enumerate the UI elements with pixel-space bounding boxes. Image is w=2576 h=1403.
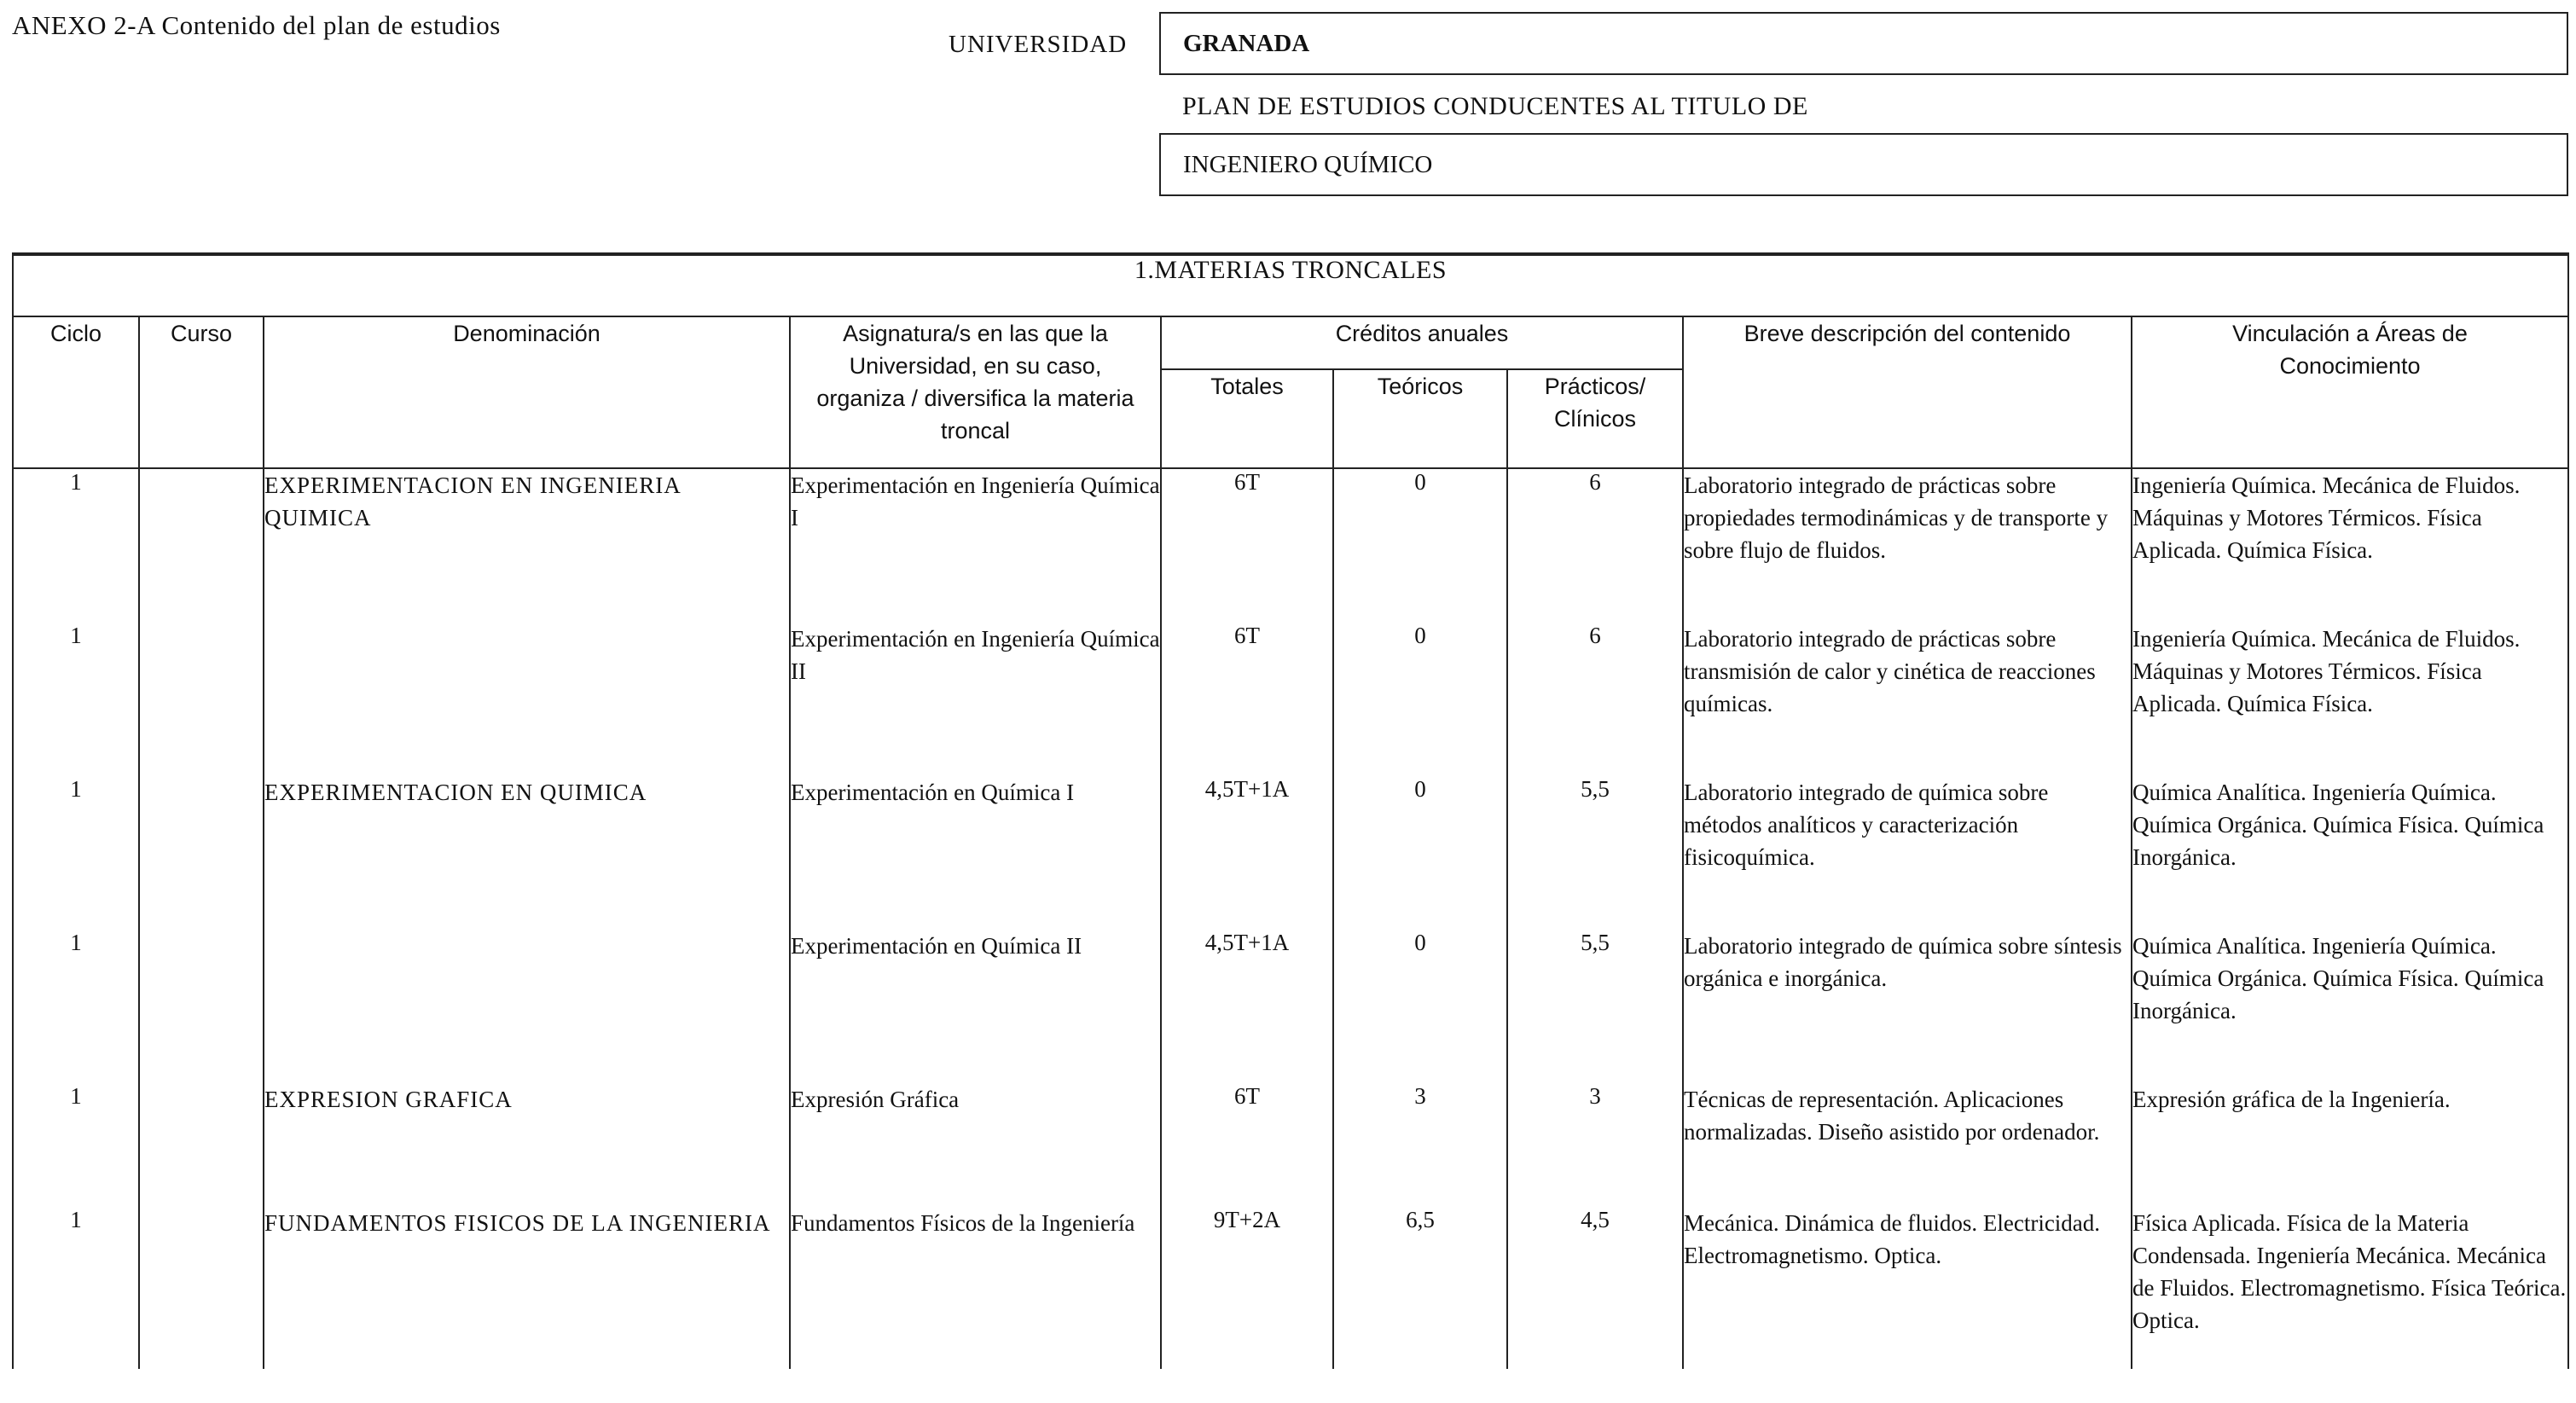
col-denominacion: Denominación [264, 316, 790, 468]
materias-table [12, 252, 2569, 1369]
col-curso: Curso [139, 316, 264, 468]
cell-denominacion: EXPERIMENTACION EN QUIMICA [264, 776, 790, 930]
cell-practicos: 3 [1507, 1083, 1683, 1207]
col-ciclo: Ciclo [13, 316, 139, 468]
cell-asignatura: Experimentación en Ingeniería Química I [790, 468, 1161, 623]
cell-curso [139, 1207, 264, 1369]
cell-vinculacion: Física Aplicada. Física de la Materia Condensada. Ingeniería Mecánica. Mecánica de Fluidos. Electromagnetismo. Física Teórica. Optica. [2132, 1207, 2568, 1369]
cell-teoricos: 0 [1333, 468, 1507, 623]
cell-teoricos: 0 [1333, 930, 1507, 1083]
section-title: 1.MATERIAS TRONCALES [13, 254, 2568, 316]
col-teoricos: Teóricos [1333, 369, 1507, 468]
cell-vinculacion: Ingeniería Química. Mecánica de Fluidos. Máquinas y Motores Térmicos. Física Aplicada. Química Física. [2132, 468, 2568, 623]
cell-asignatura: Experimentación en Ingeniería Química II [790, 623, 1161, 776]
cell-denominacion [264, 930, 790, 1083]
cell-totales: 6T [1161, 1083, 1333, 1207]
cell-practicos: 6 [1507, 623, 1683, 776]
cell-ciclo: 1 [13, 468, 139, 623]
cell-curso [139, 1083, 264, 1207]
annex-label: ANEXO 2-A Contenido del plan de estudios [12, 10, 501, 40]
cell-asignatura: Fundamentos Físicos de la Ingeniería [790, 1207, 1161, 1369]
cell-practicos: 5,5 [1507, 776, 1683, 930]
cell-vinculacion: Química Analítica. Ingeniería Química. Química Orgánica. Química Física. Química Inorgánica. [2132, 776, 2568, 930]
cell-descripcion: Técnicas de representación. Aplicaciones normalizadas. Diseño asistido por ordenador. [1683, 1083, 2132, 1207]
cell-denominacion [264, 623, 790, 776]
university-label: UNIVERSIDAD [949, 31, 1128, 58]
cell-teoricos: 0 [1333, 776, 1507, 930]
table-row [13, 468, 2568, 623]
university-field [1159, 12, 2568, 75]
cell-curso [139, 468, 264, 623]
cell-descripcion: Laboratorio integrado de prácticas sobre transmisión de calor y cinética de reacciones químicas. [1683, 623, 2132, 776]
cell-descripcion: Laboratorio integrado de química sobre métodos analíticos y caracterización fisicoquímica. [1683, 776, 2132, 930]
cell-totales: 4,5T+1A [1161, 776, 1333, 930]
cell-totales: 6T [1161, 623, 1333, 776]
cell-ciclo: 1 [13, 776, 139, 930]
cell-curso [139, 930, 264, 1083]
table-row [13, 930, 2568, 1083]
cell-ciclo: 1 [13, 930, 139, 1083]
cell-vinculacion: Química Analítica. Ingeniería Química. Química Orgánica. Química Física. Química Inorgánica. [2132, 930, 2568, 1083]
cell-ciclo: 1 [13, 1207, 139, 1369]
cell-teoricos: 0 [1333, 623, 1507, 776]
col-practicos: Prácticos/ Clínicos [1507, 369, 1683, 468]
col-creditos: Créditos anuales [1161, 316, 1683, 369]
cell-ciclo: 1 [13, 623, 139, 776]
cell-teoricos: 3 [1333, 1083, 1507, 1207]
degree-value: INGENIERO QUÍMICO [1183, 150, 1433, 178]
cell-asignatura: Experimentación en Química II [790, 930, 1161, 1083]
cell-totales: 4,5T+1A [1161, 930, 1333, 1083]
cell-denominacion: EXPERIMENTACION EN INGENIERIA QUIMICA [264, 468, 790, 623]
cell-ciclo: 1 [13, 1083, 139, 1207]
cell-practicos: 5,5 [1507, 930, 1683, 1083]
col-asignaturas: Asignatura/s en las que la Universidad, en su caso, organiza / diversifica la materia troncal [790, 316, 1161, 468]
table-row [13, 1207, 2568, 1369]
cell-descripcion: Laboratorio integrado de prácticas sobre propiedades termodinámicas y de transporte y sobre flujo de fluidos. [1683, 468, 2132, 623]
cell-totales: 6T [1161, 468, 1333, 623]
cell-descripcion: Laboratorio integrado de química sobre síntesis orgánica e inorgánica. [1683, 930, 2132, 1083]
table-row [13, 623, 2568, 776]
cell-curso [139, 776, 264, 930]
cell-totales: 9T+2A [1161, 1207, 1333, 1369]
cell-denominacion: EXPRESION GRAFICA [264, 1083, 790, 1207]
cell-practicos: 6 [1507, 468, 1683, 623]
col-vinculacion: Vinculación a Áreas de Conocimiento [2132, 316, 2568, 468]
cell-descripcion: Mecánica. Dinámica de fluidos. Electricidad. Electromagnetismo. Optica. [1683, 1207, 2132, 1369]
cell-curso [139, 623, 264, 776]
cell-asignatura: Experimentación en Química I [790, 776, 1161, 930]
col-totales: Totales [1161, 369, 1333, 468]
cell-denominacion: FUNDAMENTOS FISICOS DE LA INGENIERIA [264, 1207, 790, 1369]
col-descripcion: Breve descripción del contenido [1683, 316, 2132, 468]
table-row [13, 1083, 2568, 1207]
cell-asignatura: Expresión Gráfica [790, 1083, 1161, 1207]
cell-vinculacion: Expresión gráfica de la Ingeniería. [2132, 1083, 2568, 1207]
cell-vinculacion: Ingeniería Química. Mecánica de Fluidos. Máquinas y Motores Térmicos. Física Aplicada. Química Física. [2132, 623, 2568, 776]
degree-field [1159, 133, 2568, 196]
plan-title: PLAN DE ESTUDIOS CONDUCENTES AL TITULO DE [1182, 92, 1808, 120]
table-row [13, 776, 2568, 930]
cell-practicos: 4,5 [1507, 1207, 1683, 1369]
cell-teoricos: 6,5 [1333, 1207, 1507, 1369]
university-value: GRANADA [1183, 29, 1310, 57]
